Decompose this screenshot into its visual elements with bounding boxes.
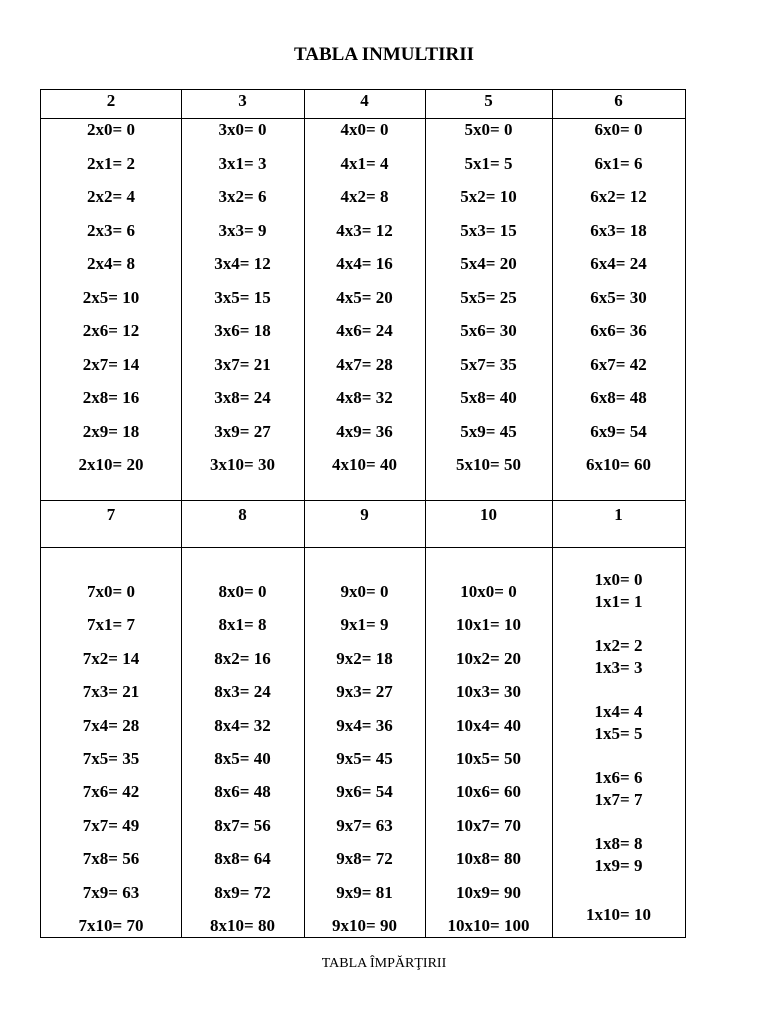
table-cell: 6x10= 60 (586, 455, 651, 474)
table-cell: 3x0= 0 (218, 120, 267, 139)
table-cell: 1x5= 5 (594, 724, 643, 743)
table-cell: 10x1= 10 (456, 615, 521, 635)
table-cell: 4x7= 28 (336, 354, 393, 374)
table-cell: 4x10= 40 (332, 455, 397, 474)
table-cell: 7x6= 42 (82, 782, 140, 802)
table-cell: 8x2= 16 (214, 648, 271, 668)
table-cell: 10x7= 70 (456, 815, 521, 835)
table-cell: 2x8= 16 (82, 388, 140, 407)
table-cell: 10x6= 60 (456, 782, 521, 802)
table-cell: 6x4= 24 (590, 254, 647, 273)
column-header: 6 (614, 91, 623, 110)
table-cell: 10x8= 80 (456, 849, 521, 869)
table-cell: 5x1= 5 (464, 153, 513, 173)
table-cell: 1x10= 10 (586, 905, 651, 924)
column-header: 10 (480, 505, 497, 524)
column-header: 5 (484, 91, 493, 110)
footer-title: TABLA ÎMPĂRŢIRII (321, 956, 447, 971)
table-cell: 1x1= 1 (594, 592, 643, 611)
table-cell: 10x5= 50 (456, 749, 521, 768)
table-cell: 1x8= 8 (594, 834, 643, 853)
table-cell: 8x9= 72 (214, 882, 271, 902)
row-divider (41, 547, 685, 548)
table-cell: 6x1= 6 (594, 153, 643, 173)
table-cell: 9x5= 45 (336, 749, 393, 768)
table-cell: 9x6= 54 (336, 782, 393, 802)
table-cell: 8x5= 40 (214, 749, 271, 768)
table-cell: 3x5= 15 (214, 287, 271, 307)
column-header: 7 (106, 505, 116, 524)
table-cell: 8x6= 48 (214, 782, 271, 802)
table-cell: 6x9= 54 (590, 421, 647, 441)
table-cell: 1x2= 2 (594, 636, 643, 655)
table-cell: 5x2= 10 (460, 187, 517, 206)
table-cell: 8x4= 32 (214, 715, 271, 735)
table-cell: 5x3= 15 (460, 220, 517, 240)
table-cell: 6x8= 48 (590, 388, 647, 407)
table-cell: 3x8= 24 (214, 388, 271, 407)
table-cell: 10x4= 40 (456, 715, 521, 735)
table-cell: 4x3= 12 (336, 220, 393, 240)
table-cell: 9x0= 0 (340, 582, 389, 601)
table-cell: 5x0= 0 (464, 120, 513, 139)
table-cell: 7x2= 14 (82, 648, 140, 668)
table-cell: 3x1= 3 (218, 153, 267, 173)
table-cell: 4x4= 16 (336, 254, 393, 273)
table-cell: 7x4= 28 (82, 715, 140, 735)
table-cell: 2x9= 18 (82, 421, 140, 441)
page-title: TABLA INMULTIRII (293, 44, 475, 65)
table-cell: 9x8= 72 (336, 849, 393, 869)
table-cell: 9x7= 63 (336, 815, 393, 835)
table-cell: 5x5= 25 (460, 287, 517, 307)
table-cell: 4x8= 32 (336, 388, 393, 407)
table-cell: 1x9= 9 (594, 856, 643, 875)
table-cell: 10x3= 30 (456, 682, 521, 702)
column-header: 4 (360, 91, 369, 110)
table-cell: 1x0= 0 (594, 570, 643, 589)
table-cell: 9x9= 81 (336, 882, 393, 902)
table-cell: 8x10= 80 (210, 916, 275, 935)
table-cell: 8x3= 24 (214, 682, 271, 702)
table-cell: 8x0= 0 (218, 582, 267, 601)
table-cell: 10x9= 90 (456, 882, 521, 902)
table-cell: 2x4= 8 (87, 254, 135, 273)
table-cell: 3x2= 6 (218, 187, 267, 206)
table-cell: 2x1= 2 (87, 153, 135, 173)
table-cell: 5x6= 30 (460, 321, 517, 340)
table-cell: 7x10= 70 (78, 916, 144, 935)
table-cell: 4x0= 0 (340, 120, 389, 139)
table-cell: 1x3= 3 (594, 658, 643, 677)
table-cell: 6x7= 42 (590, 354, 647, 374)
table-cell: 8x7= 56 (214, 815, 271, 835)
table-cell: 2x10= 20 (78, 455, 144, 474)
table-cell: 3x10= 30 (210, 455, 275, 474)
table-cell: 2x6= 12 (82, 321, 140, 340)
table-cell: 8x1= 8 (218, 615, 267, 635)
table-cell: 5x4= 20 (460, 254, 517, 273)
table-cell: 9x1= 9 (340, 615, 389, 635)
table-cell: 7x1= 7 (87, 615, 135, 635)
table-cell: 1x6= 6 (594, 768, 643, 787)
table-cell: 6x0= 0 (594, 120, 643, 139)
table-cell: 1x7= 7 (594, 790, 643, 809)
table-cell: 2x7= 14 (82, 354, 140, 374)
table-cell: 2x2= 4 (87, 187, 135, 206)
table-cell: 6x6= 36 (590, 321, 647, 340)
table-cell: 9x3= 27 (336, 682, 393, 702)
table-cell: 9x10= 90 (332, 916, 397, 935)
table-cell: 6x3= 18 (590, 220, 647, 240)
row-divider (41, 118, 685, 119)
table-cell: 4x2= 8 (340, 187, 389, 206)
column-header: 9 (360, 505, 369, 524)
table-cell: 6x5= 30 (590, 287, 647, 307)
table-cell: 5x7= 35 (460, 354, 517, 374)
table-cell: 10x2= 20 (456, 648, 521, 668)
table-cell: 7x8= 56 (82, 849, 140, 869)
table-cell: 3x9= 27 (214, 421, 271, 441)
multiplication-table (40, 89, 686, 938)
column-header: 3 (238, 91, 247, 110)
table-cell: 2x5= 10 (82, 287, 140, 307)
table-cell: 7x9= 63 (82, 882, 140, 902)
row-divider (41, 500, 685, 501)
column-header: 2 (106, 91, 116, 110)
table-cell: 4x6= 24 (336, 321, 393, 340)
table-cell: 4x9= 36 (336, 421, 393, 441)
table-cell: 5x9= 45 (460, 421, 517, 441)
table-cell: 7x3= 21 (82, 682, 140, 702)
table-cell: 10x0= 0 (460, 582, 517, 601)
table-cell: 4x5= 20 (336, 287, 393, 307)
table-cell: 3x3= 9 (218, 220, 267, 240)
column-header: 8 (238, 505, 247, 524)
table-cell: 2x3= 6 (87, 220, 135, 240)
table-cell: 8x8= 64 (214, 849, 271, 869)
table-cell: 9x4= 36 (336, 715, 393, 735)
table-cell: 3x4= 12 (214, 254, 271, 273)
table-cell: 7x7= 49 (82, 815, 140, 835)
table-cell: 5x10= 50 (456, 455, 521, 474)
table-cell: 7x5= 35 (82, 749, 140, 768)
column-header: 1 (614, 505, 623, 524)
table-cell: 9x2= 18 (336, 648, 393, 668)
table-cell: 5x8= 40 (460, 388, 517, 407)
table-cell: 3x7= 21 (214, 354, 271, 374)
table-cell: 10x10= 100 (447, 916, 530, 935)
table-cell: 7x0= 0 (87, 582, 135, 601)
table-cell: 1x4= 4 (594, 702, 643, 721)
table-cell: 4x1= 4 (340, 153, 389, 173)
table-cell: 6x2= 12 (590, 187, 647, 206)
table-cell: 3x6= 18 (214, 321, 271, 340)
table-cell: 2x0= 0 (87, 120, 135, 139)
